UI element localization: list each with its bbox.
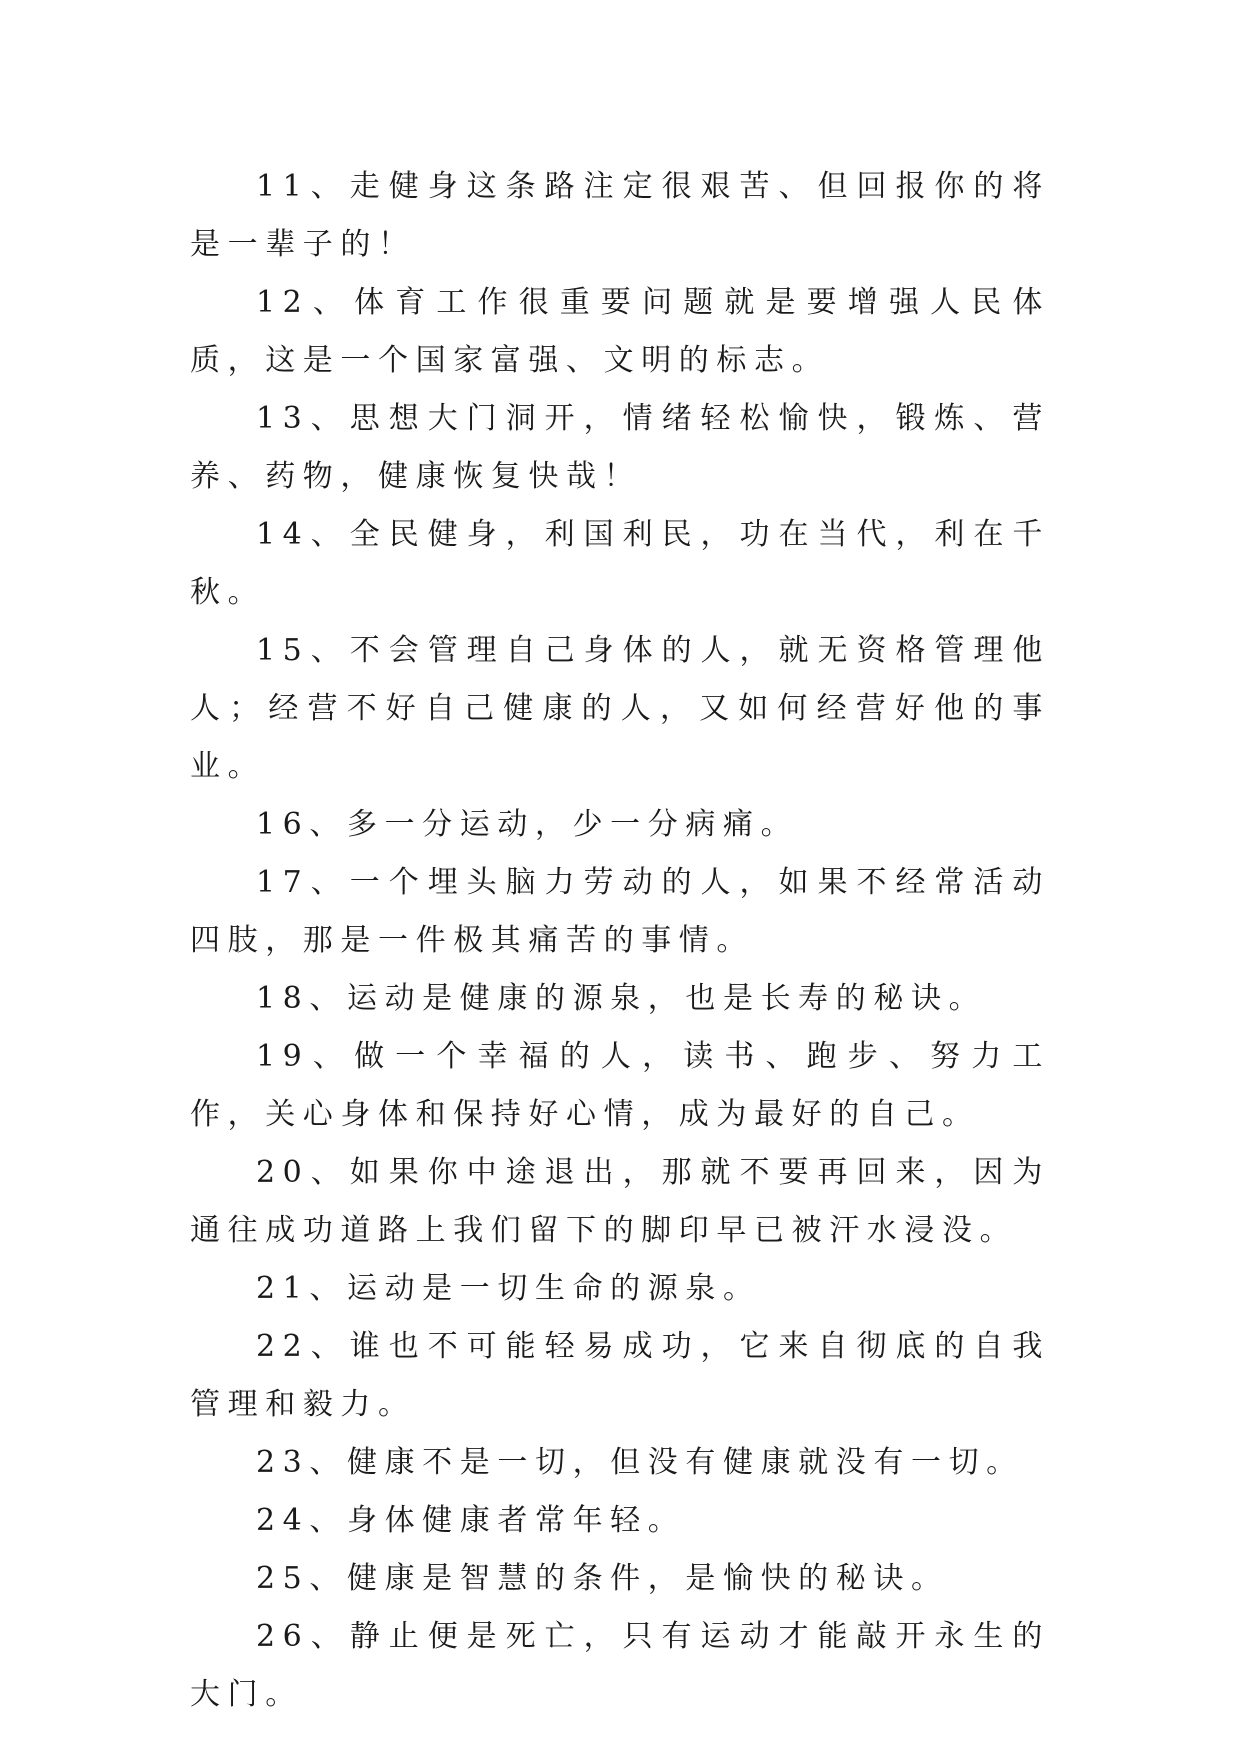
document-body xyxy=(190,158,1050,1724)
paragraph-17: 17、一个埋头脑力劳动的人，如果不经常活动四肢，那是一件极其痛苦的事情。 xyxy=(190,865,1050,958)
paragraph-24: 24、身体健康者常年轻。 xyxy=(256,1503,686,1538)
paragraph-22: 22、谁也不可能轻易成功，它来自彻底的自我管理和毅力。 xyxy=(190,1329,1050,1422)
paragraph-16: 16、多一分运动，少一分病痛。 xyxy=(256,807,799,842)
paragraph-11: 11、走健身这条路注定很艰苦、但回报你的将是一辈子的！ xyxy=(190,169,1050,262)
paragraph-13: 13、思想大门洞开，情绪轻松愉快，锻炼、营养、药物，健康恢复快哉！ xyxy=(190,401,1050,494)
paragraph-19: 19、做一个幸福的人，读书、跑步、努力工作，关心身体和保持好心情，成为最好的自己。 xyxy=(190,1039,1050,1132)
paragraph-25: 25、健康是智慧的条件，是愉快的秘诀。 xyxy=(256,1561,949,1596)
paragraph-21: 21、运动是一切生命的源泉。 xyxy=(256,1271,761,1306)
paragraph-18: 18、运动是健康的源泉，也是长寿的秘诀。 xyxy=(256,981,987,1016)
paragraph-12: 12、体育工作很重要问题就是要增强人民体质，这是一个国家富强、文明的标志。 xyxy=(190,285,1050,378)
paragraph-14: 14、全民健身，利国利民，功在当代，利在千秋。 xyxy=(190,517,1050,610)
paragraph-23: 23、健康不是一切，但没有健康就没有一切。 xyxy=(256,1445,1024,1480)
paragraph-26: 26、静止便是死亡，只有运动才能敲开永生的大门。 xyxy=(190,1619,1050,1712)
paragraph-20: 20、如果你中途退出，那就不要再回来，因为通往成功道路上我们留下的脚印早已被汗水浸没。 xyxy=(190,1155,1050,1248)
paragraph-15: 15、不会管理自己身体的人，就无资格管理他人；经营不好自己健康的人，又如何经营好他的事业。 xyxy=(190,633,1050,784)
